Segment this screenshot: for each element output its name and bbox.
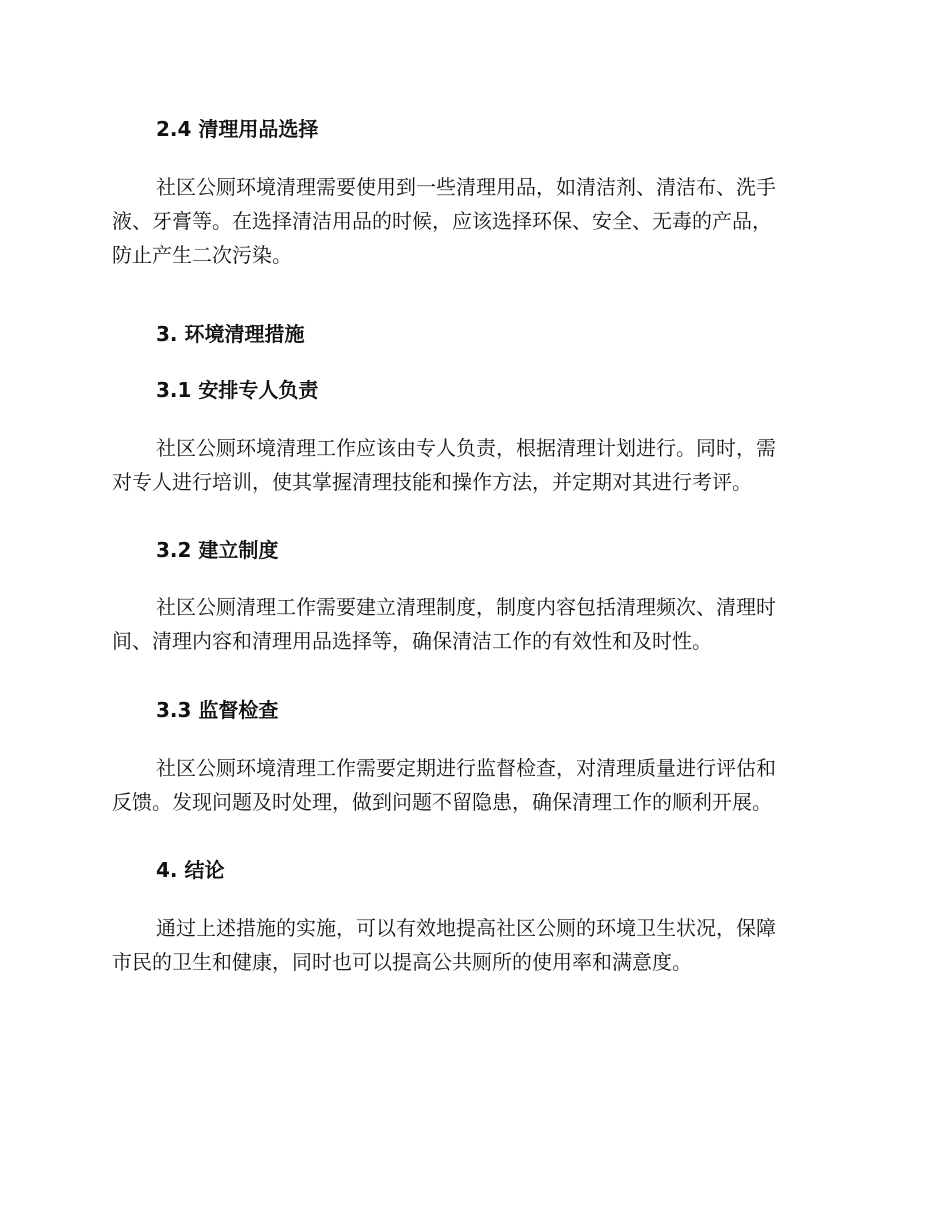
section-paragraph-3-2 [112, 590, 830, 658]
paragraph-line: 市民的卫生和健康，同时也可以提高公共厕所的使用率和满意度。 [112, 950, 692, 974]
paragraph-line: 社区公厕清理工作需要建立清理制度，制度内容包括清理频次、清理时 [156, 595, 776, 619]
paragraph-line: 液、牙膏等。在选择清洁用品的时候，应该选择环保、安全、无毒的产品， [112, 209, 772, 233]
paragraph-line: 防止产生二次污染。 [112, 243, 292, 267]
section-paragraph-2-4 [112, 170, 830, 272]
section-paragraph-4 [112, 911, 830, 979]
paragraph-line: 社区公厕环境清理工作需要定期进行监督检查，对清理质量进行评估和 [156, 756, 776, 780]
section-heading-3-3: 3.3 监督检查 [156, 698, 279, 722]
section-heading-3-1: 3.1 安排专人负责 [156, 378, 319, 402]
section-paragraph-3-1 [112, 431, 830, 499]
paragraph-line: 间、清理内容和清理用品选择等，确保清洁工作的有效性和及时性。 [112, 629, 712, 653]
section-heading-3: 3. 环境清理措施 [156, 322, 305, 346]
paragraph-line: 社区公厕环境清理工作应该由专人负责，根据清理计划进行。同时，需 [156, 436, 776, 460]
section-paragraph-3-3 [112, 751, 830, 819]
section-heading-4: 4. 结论 [156, 858, 225, 882]
paragraph-line: 对专人进行培训，使其掌握清理技能和操作方法，并定期对其进行考评。 [112, 470, 752, 494]
paragraph-line: 通过上述措施的实施，可以有效地提高社区公厕的环境卫生状况，保障 [156, 916, 776, 940]
paragraph-line: 反馈。发现问题及时处理，做到问题不留隐患，确保清理工作的顺利开展。 [112, 790, 772, 814]
paragraph-line: 社区公厕环境清理需要使用到一些清理用品，如清洁剂、清洁布、洗手 [156, 175, 776, 199]
section-heading-2-4: 2.4 清理用品选择 [156, 117, 319, 141]
section-heading-3-2: 3.2 建立制度 [156, 538, 279, 562]
